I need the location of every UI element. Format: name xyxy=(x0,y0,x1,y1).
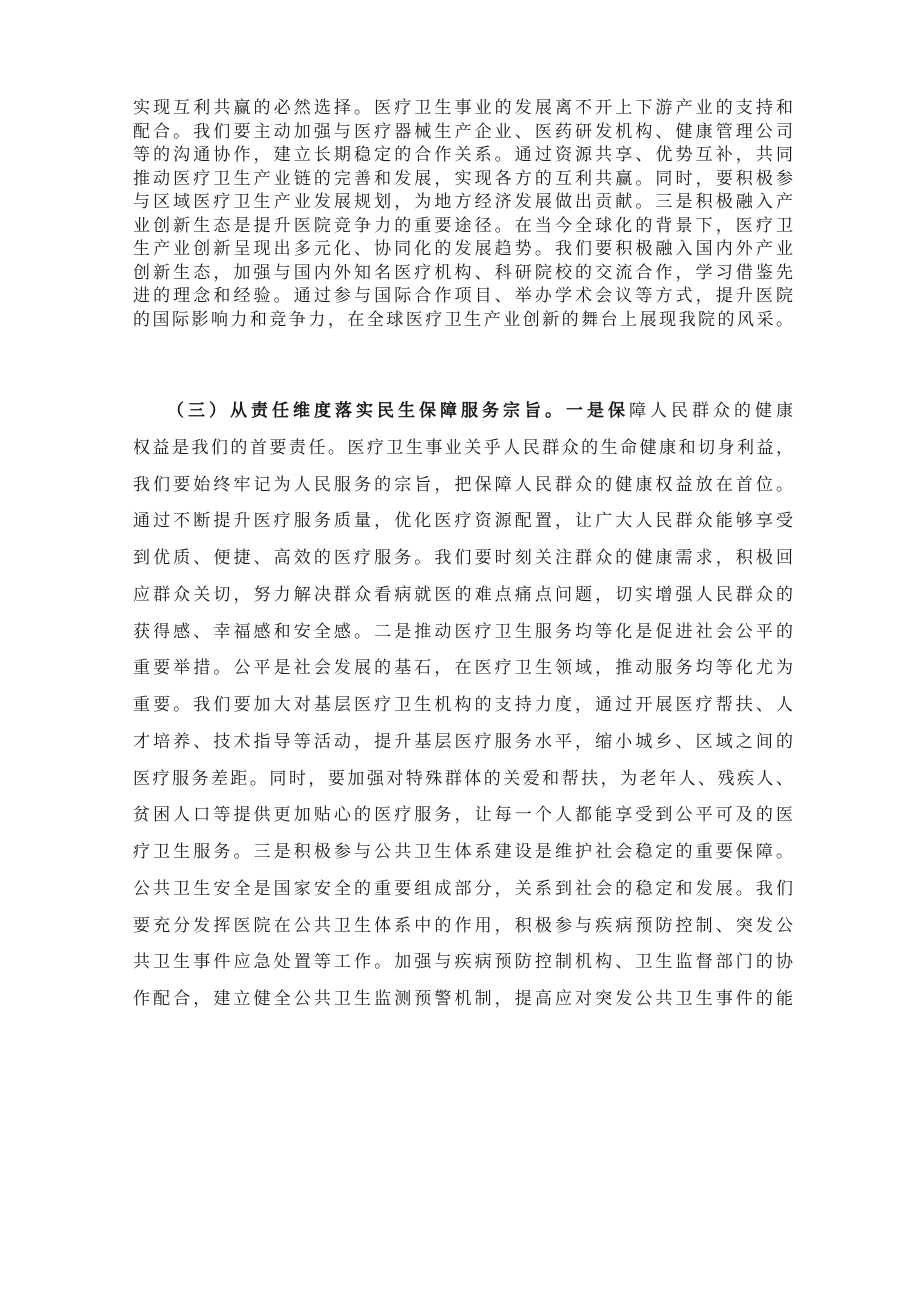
text-line: 权益是我们的首要责任。医疗卫生事业关乎人民群众的生命健康和切身利益， xyxy=(133,437,793,458)
section-heading: （三）从责任维度落实民生保障服务宗旨。一是保 xyxy=(167,401,629,421)
text-line: 实现互利共赢的必然选择。医疗卫生事业的发展离不开上下游产业的支持和 xyxy=(133,98,793,118)
text-line: 业创新生态是提升医院竞争力的重要途径。在当今全球化的背景下，医疗卫 xyxy=(133,215,793,236)
text-line: 疗卫生服务。三是积极参与公共卫生体系建设是维护社会稳定的重要保障。 xyxy=(133,842,793,862)
text-line: 作配合，建立健全公共卫生监测预警机制，提高应对突发公共卫生事件的能 xyxy=(133,989,793,1009)
text-line: 重要举措。公平是社会发展的基石，在医疗卫生领域，推动服务均等化尤为 xyxy=(133,658,793,679)
text-line: 等的沟通协作，建立长期稳定的合作关系。通过资源共享、优势互补，共同 xyxy=(133,145,793,165)
text-line: 我们要始终牢记为人民服务的宗旨，把保障人民群众的健康权益放在首位。 xyxy=(133,474,793,495)
text-line: 的国际影响力和竞争力，在全球医疗卫生产业创新的舞台上展现我院的风采。 xyxy=(133,309,793,330)
paragraph-industry-ecosystem xyxy=(133,97,793,332)
text-line: 应群众关切，努力解决群众看病就医的难点痛点问题，切实增强人民群众的 xyxy=(133,584,793,605)
text-line: 重要。我们要加大对基层医疗卫生机构的支持力度，通过开展医疗帮扶、人 xyxy=(133,695,793,715)
text-line: 要充分发挥医院在公共卫生体系中的作用，积极参与疾病预防控制、突发公 xyxy=(133,915,793,936)
text-line: 通过不断提升医疗服务质量，优化医疗资源配置，让广大人民群众能够享受 xyxy=(133,511,793,532)
text-line: 配合。我们要主动加强与医疗器械生产企业、医药研发机构、健康管理公司 xyxy=(133,121,793,142)
text-line: 贫困人口等提供更加贴心的医疗服务，让每一个人都能享受到公平可及的医 xyxy=(133,805,793,826)
text-line: 才培养、技术指导等活动，提升基层医疗服务水平，缩小城乡、区域之间的 xyxy=(133,731,793,752)
text-line: 获得感、幸福感和安全感。二是推动医疗卫生服务均等化是促进社会公平的 xyxy=(133,621,793,642)
text-line: 进的理念和经验。通过参与国际合作项目、举办学术会议等方式，提升医院 xyxy=(133,286,793,306)
text-line: 生产业创新呈现出多元化、协同化的发展趋势。我们要积极融入国内外产业 xyxy=(133,239,793,259)
text-fragment: 障人民群众的健康 xyxy=(629,401,793,421)
text-line: 与区域医疗卫生产业发展规划，为地方经济发展做出贡献。三是积极融入产 xyxy=(133,192,793,212)
text-line: 到优质、便捷、高效的医疗服务。我们要时刻关注群众的健康需求，积极回 xyxy=(133,548,793,568)
text-line: 共卫生事件应急处置等工作。加强与疾病预防控制机构、卫生监督部门的协 xyxy=(133,952,793,973)
section-heading-line xyxy=(133,393,793,430)
text-line: 公共卫生安全是国家安全的重要组成部分，关系到社会的稳定和发展。我们 xyxy=(133,878,793,899)
text-line: 推动医疗卫生产业链的完善和发展，实现各方的互利共赢。同时，要积极参 xyxy=(133,168,793,189)
section-three-paragraph xyxy=(133,393,793,1018)
text-line: 医疗服务差距。同时，要加强对特殊群体的关爱和帮扶，为老年人、残疾人、 xyxy=(133,768,793,789)
text-line: 创新生态，加强与国内外知名医疗机构、科研院校的交流合作，学习借鉴先 xyxy=(133,262,793,283)
